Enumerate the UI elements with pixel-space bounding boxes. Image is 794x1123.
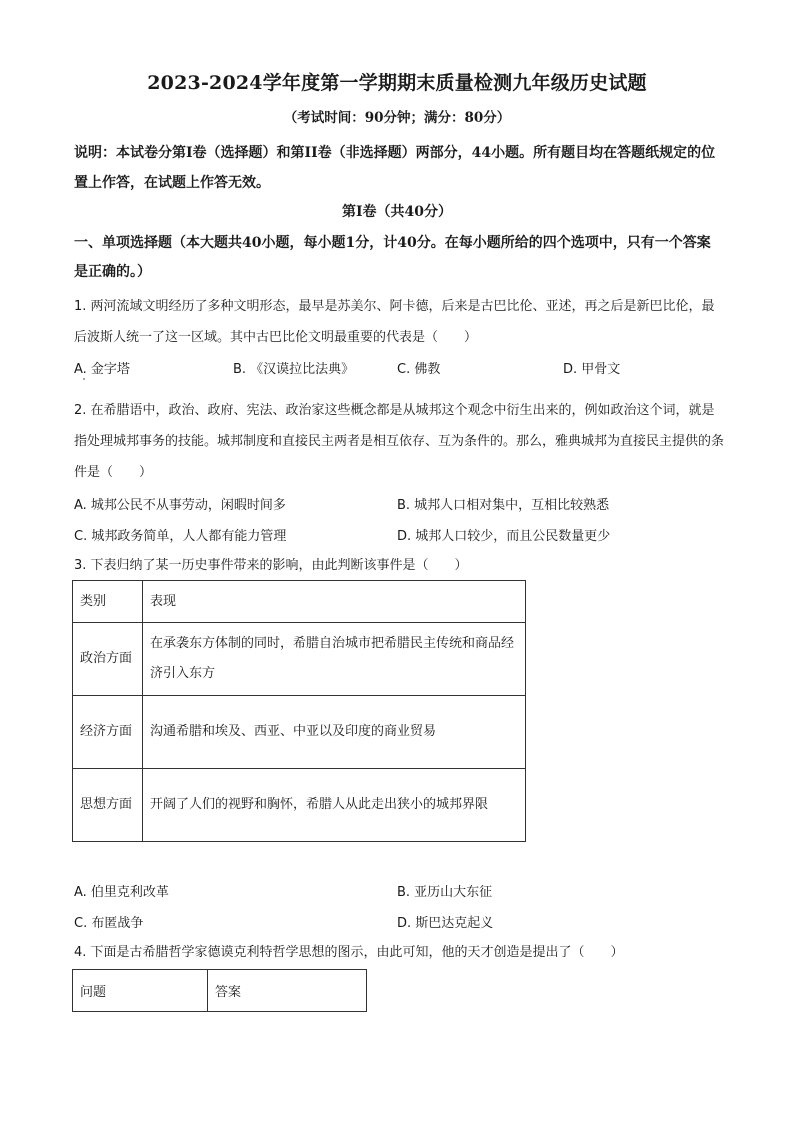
section-title: 第Ⅰ卷（共40分）	[341, 204, 453, 220]
header-answer: 答案	[215, 985, 242, 1000]
table-header-cell: 表现	[143, 581, 526, 623]
question-1-stem: 1. 两河流域文明经历了多种文明形态，最早是苏美尔、阿卡德，后来是古巴比伦、亚述，再之后是新巴比伦，最后波斯人统一了这一区域。其中古巴比伦文明最重要的代表是（ ）	[74, 299, 715, 345]
table-row	[73, 696, 526, 769]
instructions-note: 说明：本试卷分第Ⅰ卷（选择题）和第II卷（非选择题）两部分，44小题。所有题目均在答题纸规定的位置上作答，在试题上作答无效。	[74, 145, 716, 191]
option-b: B. 城邦人口相对集中，互相比较熟悉	[397, 498, 610, 513]
option-d: D. 城邦人口较少，而且公民数量更少	[397, 529, 611, 544]
option-d: D. 甲骨文	[563, 362, 621, 377]
option-d: D. 斯巴达克起义	[397, 916, 494, 931]
option-a: A. 城邦公民不从事劳动，闲暇时间多	[74, 498, 286, 513]
table-row	[73, 623, 526, 696]
question-3-stem: 3. 下表归纳了某一历史事件带来的影响，由此判断该事件是（ ）	[74, 558, 468, 573]
option-c: C. 布匿战争	[74, 916, 144, 931]
table-cell-category: 经济方面	[73, 696, 143, 769]
table-cell-detail: 开阔了人们的视野和胸怀，希腊人从此走出狭小的城邦界限	[143, 769, 526, 842]
header-question: 问题	[80, 985, 107, 1000]
exam-subtitle: （考试时间：90分钟；满分：80分）	[283, 110, 511, 126]
option-a: A. 金字塔	[74, 362, 130, 377]
table-header-cell	[208, 970, 367, 1012]
table-row	[73, 769, 526, 842]
option-b: B. 亚历山大东征	[397, 885, 493, 900]
question-3-options-row-2	[74, 912, 724, 932]
question-2-options-row-2	[74, 525, 724, 545]
question-4-stem: 4. 下面是古希腊哲学家德谟克利特哲学思想的图示，由此可知，他的天才创造是提出了（ ）	[74, 945, 624, 960]
table-cell-category: 思想方面	[73, 769, 143, 842]
table-cell-category: 政治方面	[73, 623, 143, 696]
option-c: C. 城邦政务简单，人人都有能力管理	[74, 529, 287, 544]
table-header-row	[73, 970, 367, 1012]
option-a: A. 伯里克利改革	[74, 885, 169, 900]
question-2-options-row-1	[74, 494, 724, 514]
question-3-options-row-1	[74, 881, 724, 901]
option-c: C. 佛教	[397, 362, 441, 377]
part-heading: 一、单项选择题（本大题共40小题，每小题1分，计40分。在每小题所给的四个选项中，只有一个答案是正确的。）	[74, 235, 711, 280]
option-b: B. 《汉谟拉比法典》	[233, 362, 355, 377]
stray-dot	[83, 378, 85, 380]
table-cell-detail: 在承袭东方体制的同时，希腊自治城市把希腊民主传统和商品经济引入东方	[143, 623, 526, 696]
question-1-options	[74, 358, 724, 378]
question-4-table	[72, 969, 367, 1012]
question-2-stem: 2. 在希腊语中，政治、政府、宪法、政治家这些概念都是从城邦这个观念中衍生出来的，例如政治这个词，就是指处理城邦事务的技能。城邦制度和直接民主两者是相互依存、互为条件的。那么，雅典城邦为直接民主提供的条件是（ ）	[74, 403, 725, 480]
exam-title: 2023-2024学年度第一学期期末质量检测九年级历史试题	[147, 72, 647, 94]
table-cell-detail: 沟通希腊和埃及、西亚、中亚以及印度的商业贸易	[143, 696, 526, 769]
table-header-cell	[73, 970, 208, 1012]
table-header-cell: 类别	[73, 581, 143, 623]
question-3-table	[72, 580, 526, 842]
table-header-row	[73, 581, 526, 623]
